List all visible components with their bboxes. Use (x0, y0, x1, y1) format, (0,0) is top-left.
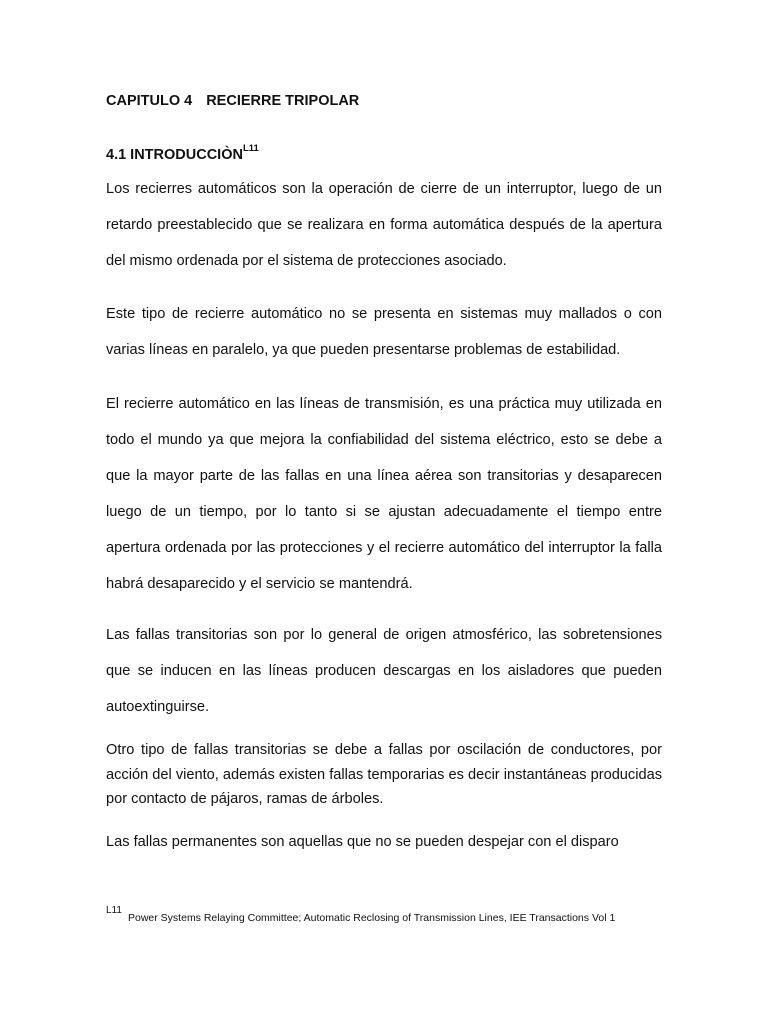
chapter-label: CAPITULO 4 (106, 93, 193, 109)
chapter-heading (106, 92, 359, 110)
paragraph-6-line: Las fallas permanentes son aquellas que no se pueden despejar con el disparo (106, 834, 619, 850)
paragraph-4: Las fallas transitorias son por lo general de origen atmosférico, las sobretensiones que se inducen en las líneas producen descargas en los aisladores que pueden autoextinguirse. (106, 627, 662, 715)
section-title: 4.1 INTRODUCCIÒN (106, 147, 243, 163)
paragraph-2: Este tipo de recierre automático no se presenta en sistemas muy mallados o con varias líneas en paralelo, ya que pueden presentarse problemas de estabilidad. (106, 306, 662, 358)
paragraph-1: Los recierres automáticos son la operación de cierre de un interruptor, luego de un retardo preestablecido que se realizara en forma automática después de la apertura del mismo ordenada por el sistema de protecciones asociado. (106, 181, 662, 269)
paragraph-3: El recierre automático en las líneas de transmisión, es una práctica muy utilizada en todo el mundo ya que mejora la confiabilidad del sistema eléctrico, esto se debe a que la mayor parte de las fallas en una línea aérea son transitorias y desaparecen luego de un tiempo, por lo tanto si se ajustan adecuadamente el tiempo entre apertura ordenada por las protecciones y el recierre automático del interruptor la falla habrá desaparecido y el servicio se mantendrá. (106, 396, 662, 592)
section-reference: L11 (242, 143, 259, 154)
chapter-title: RECIERRE TRIPOLAR (206, 93, 360, 109)
footnote-text: Power Systems Relaying Committee; Automatic Reclosing of Transmission Lines, IEE Transactions Vol 1 (128, 912, 616, 924)
footnote (106, 905, 616, 924)
footnote-mark: L11 (106, 905, 122, 916)
paragraph-5: Otro tipo de fallas transitorias se debe a fallas por oscilación de conductores, por acción del viento, además existen fallas temporarias es decir instantáneas producidas por contacto de pájaros, ramas de árboles. (106, 742, 662, 807)
section-heading (106, 143, 259, 164)
